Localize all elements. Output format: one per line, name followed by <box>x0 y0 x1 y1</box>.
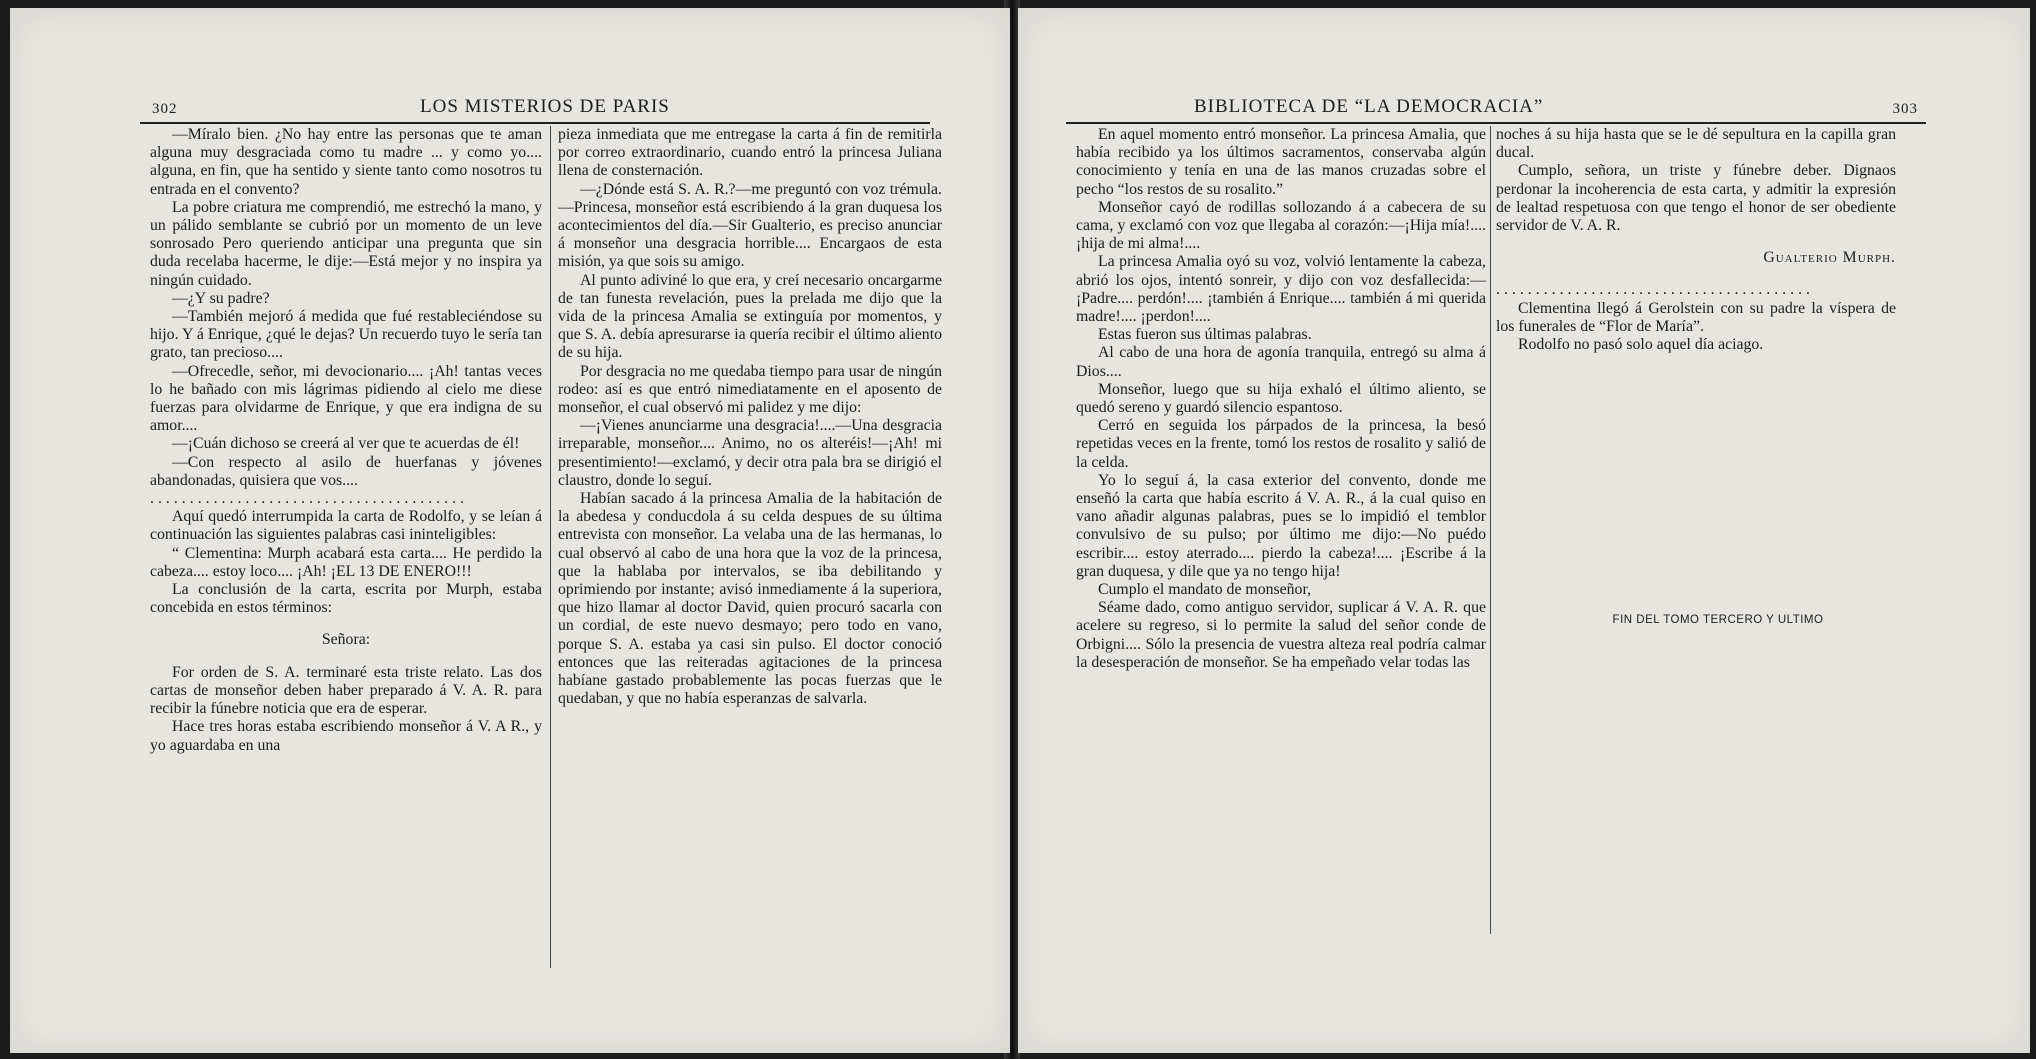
paragraph: Al punto adiviné lo que era, y creí necesario oncargarme de tan funesta revelación, pues la prelada me dijo que la vida de la princesa Amalia se extinguía por momentos, y que S. A. debía apresurarse ia quería recibir el último aliento de su hija. <box>558 271 942 362</box>
paragraph: —¡Vienes anunciarme una desgracia!....—Una desgracia irreparable, monseñor.... Animo, no os alteréis!—¡Ah! mi presentimiento!—exclamó, y decir otra pala bra se dirigió el claustro, donde lo seguí. <box>558 417 942 489</box>
column-rule <box>1490 126 1491 934</box>
paragraph: —También mejoró á medida que fué restableciéndose su hijo. Y á Enrique, ¿qué le dejas? Un recuerdo tuyo le sería tan grato, tan precioso.... <box>150 308 542 362</box>
paragraph: Al cabo de una hora de agonía tranquila, entregó su alma á Dios.... <box>1076 344 1486 380</box>
paragraph: Cumplo el mandato de monseñor, <box>1098 581 1312 599</box>
paragraph: La princesa Amalia oyó su voz, volvió lentamente la cabeza, abrió los ojos, intentó sonreir, y dijo con voz desfallecida:—¡Padre.... perdón!.... ¡también á Enrique.... también á mi querida madre!.... ¡perdon!.... <box>1076 253 1486 326</box>
text-column-right <box>558 126 942 709</box>
paragraph: —Ofrecedle, señor, mi devocionario.... ¡Ah! tantas veces lo he bañado con mis lágrimas pidiendo al cielo me diese fuerzas para olvidarme de Enrique, y que era indigna de su amor.... <box>150 362 542 435</box>
text-column-left <box>150 126 542 755</box>
paragraph: —Con respecto al asilo de huerfanas y jóvenes abandonadas, quisiera que vos.... <box>150 453 542 489</box>
paragraph: Hace tres horas estaba escribiendo monseñor á V. A R., y yo aguardaba en una <box>150 718 542 754</box>
ellipsis-divider: ........................................ <box>1496 281 1814 299</box>
paragraph: Aquí quedó interrumpida la carta de Rodolfo, y se leían á continuación las siguientes palabras casi ininteligibles: <box>150 508 542 544</box>
running-title: LOS MISTERIOS DE PARIS <box>420 96 670 117</box>
left-page <box>10 8 1010 1053</box>
column-rule <box>550 126 551 968</box>
running-header <box>140 88 930 124</box>
paragraph: La pobre criatura me comprendió, me estrechó la mano, y un pálido semblante se cubrió por un momento de un leve sonrosado Pero queriendo anticipar una pregunta que sin duda recelaba hacerme, le dije:—Está mejor y no inspira ya ningún cuidado. <box>150 198 542 289</box>
paragraph: pieza inmediata que me entregase la carta á fin de remitirla por correo extraordinario, cuando entró la princesa Juliana llena de consternación. <box>558 126 942 180</box>
paragraph: Estas fueron sus últimas palabras. <box>1098 326 1312 344</box>
paragraph: Por desgracia no me quedaba tiempo para usar de ningún rodeo: así es que entró nimediatamente en el aposento de monseñor, el cual observó mi palidez y me dijo: <box>558 362 942 417</box>
paragraph: —¡Cuán dichoso se creerá al ver que te acuerdas de él! <box>172 435 520 453</box>
colophon: FIN DEL TOMO TERCERO Y ULTIMO <box>1612 614 1824 626</box>
paragraph: Séame dado, como antiguo servidor, suplicar á V. A. R. que acelere su regreso, si lo permite la salud del señor conde de Orbigni.... Sólo la presencia de vuestra alteza real podría calmar la desesperación de monseñor. Se ha empeñado velar todas las <box>1076 599 1486 671</box>
running-header <box>1066 88 1926 124</box>
running-title: BIBLIOTECA DE “LA DEMOCRACIA” <box>1194 96 1544 117</box>
paragraph: —¿Y su padre? <box>172 289 270 307</box>
paragraph: Monseñor cayó de rodillas sollozando á a cabecera de su cama, y exclamó con voz que llegaba al corazón:—¡Hija mía!....¡hija de mi alma!.... <box>1076 198 1486 253</box>
paragraph: En aquel momento entró monseñor. La princesa Amalia, que había recibido ya los últimos sacramentos, conservaba algún conocimiento y tenía en una de las manos cruzadas sobre el pecho “los restos de su rosalito.” <box>1076 126 1486 198</box>
paragraph: Monseñor, luego que su hija exhaló el último aliento, se quedó sereno y guardó silencio espantoso. <box>1076 380 1486 417</box>
signature: Gualterio Murph. <box>1763 249 1896 267</box>
text-column-right <box>1496 126 1896 354</box>
paragraph: noches á su hija hasta que se le dé sepultura en la capilla gran ducal. <box>1496 126 1896 162</box>
paragraph: —Míralo bien. ¿No hay entre las personas que te aman alguna muy desgraciada como tu madre ... y como yo.... alguna, en fin, que ha sentido y siente tanto como nosotros tu entrada en el convento? <box>150 126 542 198</box>
ellipsis-divider: ........................................ <box>150 490 468 508</box>
paragraph: For orden de S. A. terminaré esta triste relato. Las dos cartas de monseñor deben haber preparado á V. A. R. para recibir la fúnebre noticia que era de esperar. <box>150 663 542 718</box>
paragraph: “ Clementina: Murph acabará esta carta.... He perdido la cabeza.... estoy loco.... ¡Ah! ¡EL 13 DE ENERO!!! <box>150 544 542 580</box>
paragraph: Rodolfo no pasó solo aquel día aciago. <box>1518 336 1764 354</box>
paragraph: Yo lo seguí á, la casa exterior del convento, donde me enseñó la carta que había escrito á V. A. R., á la cual quiso en vano añadir algunas palabras, pues se lo impidió el temblor convulsivo de su pulso; por último me dijo:—No puédo escribir.... estoy aterrado.... pierdo la cabeza!.... ¡Escribe á la gran duquesa, y dile que ya no tengo hija! <box>1076 471 1486 580</box>
paragraph: Cerró en seguida los párpados de la princesa, la besó repetidas veces en la frente, tomó los restos de rosalito y salió de la celda. <box>1076 417 1486 471</box>
text-column-left <box>1076 126 1486 672</box>
salutation: Señora: <box>321 631 371 649</box>
paragraph: Cumplo, señora, un triste y fúnebre deber. Dignaos perdonar la incoherencia de esta carta, y admitir la expresión de lealtad respetuosa con que tengo el honor de ser obediente servidor de V. A. R. <box>1496 162 1896 235</box>
page-number: 303 <box>1892 101 1918 117</box>
page-number: 302 <box>152 101 178 117</box>
paragraph: Clementina llegó á Gerolstein con su padre la víspera de los funerales de “Flor de María”. <box>1496 299 1896 335</box>
paragraph: —¿Dónde está S. A. R.?—me preguntó con voz trémula.—Princesa, monseñor está escribiendo á la gran duquesa los acontecimientos del día.—Sir Gualterio, es preciso anunciar á monseñor una desgracia horrible.... Encargaos de esta misión, ya que sois su amigo. <box>558 180 942 271</box>
paragraph: La conclusión de la carta, escrita por Murph, estaba concebida en estos términos: <box>150 581 542 617</box>
paragraph: Habían sacado á la princesa Amalia de la habitación de la abedesa y conducdola á su celda despues de su última entrevista con monseñor. La velaba una de las hermanas, lo cual observó al cabo de una hora que la voz de la princesa, que la hablaba por intervalos, se iba debilitando y oprimiendo por instante; avisó inmediamente á la superiora, que hizo llamar al doctor David, quien procuró sacarla con un cordial, de este nuevo desmayo; pero todo en vano, porque S. A. estaba ya casi sin pulso. El doctor conoció entonces que las reiteradas agitaciones de la princesa habíane gastado probablemente las pocas fuerzas que le quedaban, y que no había esperanzas de salvarla. <box>558 490 942 708</box>
right-page <box>1018 8 2030 1053</box>
